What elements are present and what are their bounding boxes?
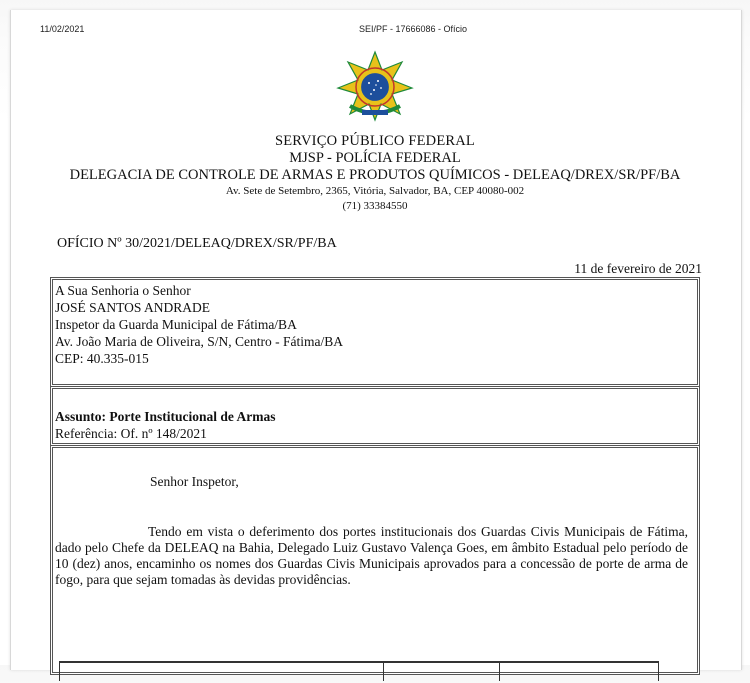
body-box — [50, 445, 700, 675]
recipient-street: Av. João Maria de Oliveira, S/N, Centro - Fátima/BA — [55, 334, 343, 349]
recipient-salutation: A Sua Senhoria o Senhor — [55, 283, 191, 298]
letterhead-phone: (71) 33384550 — [342, 200, 408, 212]
crest-ribbon — [362, 110, 388, 115]
brazil-coat-of-arms-icon — [336, 50, 414, 122]
crest-blue-disc — [360, 72, 390, 102]
names-table-divider — [383, 661, 384, 681]
letter-number: OFÍCIO Nº 30/2021/DELEAQ/DREX/SR/PF/BA — [57, 236, 337, 251]
names-table-divider — [59, 661, 60, 681]
recipient-role: Inspetor da Guarda Municipal de Fátima/BA — [55, 317, 297, 332]
document-id: SEI/PF - 17666086 - Ofício — [359, 24, 468, 34]
names-table-divider — [658, 661, 659, 681]
body-paragraph: Tendo em vista o deferimento dos portes institucionais dos Guardas Civis Municipais de Fátima, dado pelo Chefe da DELEAQ na Bahia, Delegado Luiz Gustavo Valença Goes, em âmbito Estadual pelo período de 10 (dez) anos, encaminho os nomes dos Guardas Civis Municipais aprovados para a concessão de porte de arma de fogo, para que sejam tomadas às devidas providências. — [55, 524, 688, 587]
print-date: 11/02/2021 — [40, 24, 85, 34]
recipient-cep: CEP: 40.335-015 — [55, 351, 149, 366]
letterhead-line-1: SERVIÇO PÚBLICO FEDERAL — [274, 133, 475, 149]
recipient-box — [50, 277, 700, 387]
names-table-divider — [499, 661, 500, 681]
subject-referencia: Referência: Of. nº 148/2021 — [55, 426, 207, 441]
subject-box — [50, 386, 700, 446]
recipient-name: JOSÉ SANTOS ANDRADE — [55, 300, 211, 315]
subject-assunto: Assunto: Porte Institucional de Armas — [55, 409, 276, 424]
body-greeting: Senhor Inspetor, — [150, 474, 239, 489]
letter-date: 11 de fevereiro de 2021 — [574, 261, 702, 276]
letterhead-line-3: DELEGACIA DE CONTROLE DE ARMAS E PRODUTOS QUÍMICOS - DELEAQ/DREX/SR/PF/BA — [69, 167, 681, 183]
letterhead-line-2: MJSP - POLÍCIA FEDERAL — [289, 150, 461, 166]
names-table-top-border — [59, 661, 659, 683]
letterhead-address: Av. Sete de Setembro, 2365, Vitória, Salvador, BA, CEP 40080-002 — [225, 185, 525, 197]
